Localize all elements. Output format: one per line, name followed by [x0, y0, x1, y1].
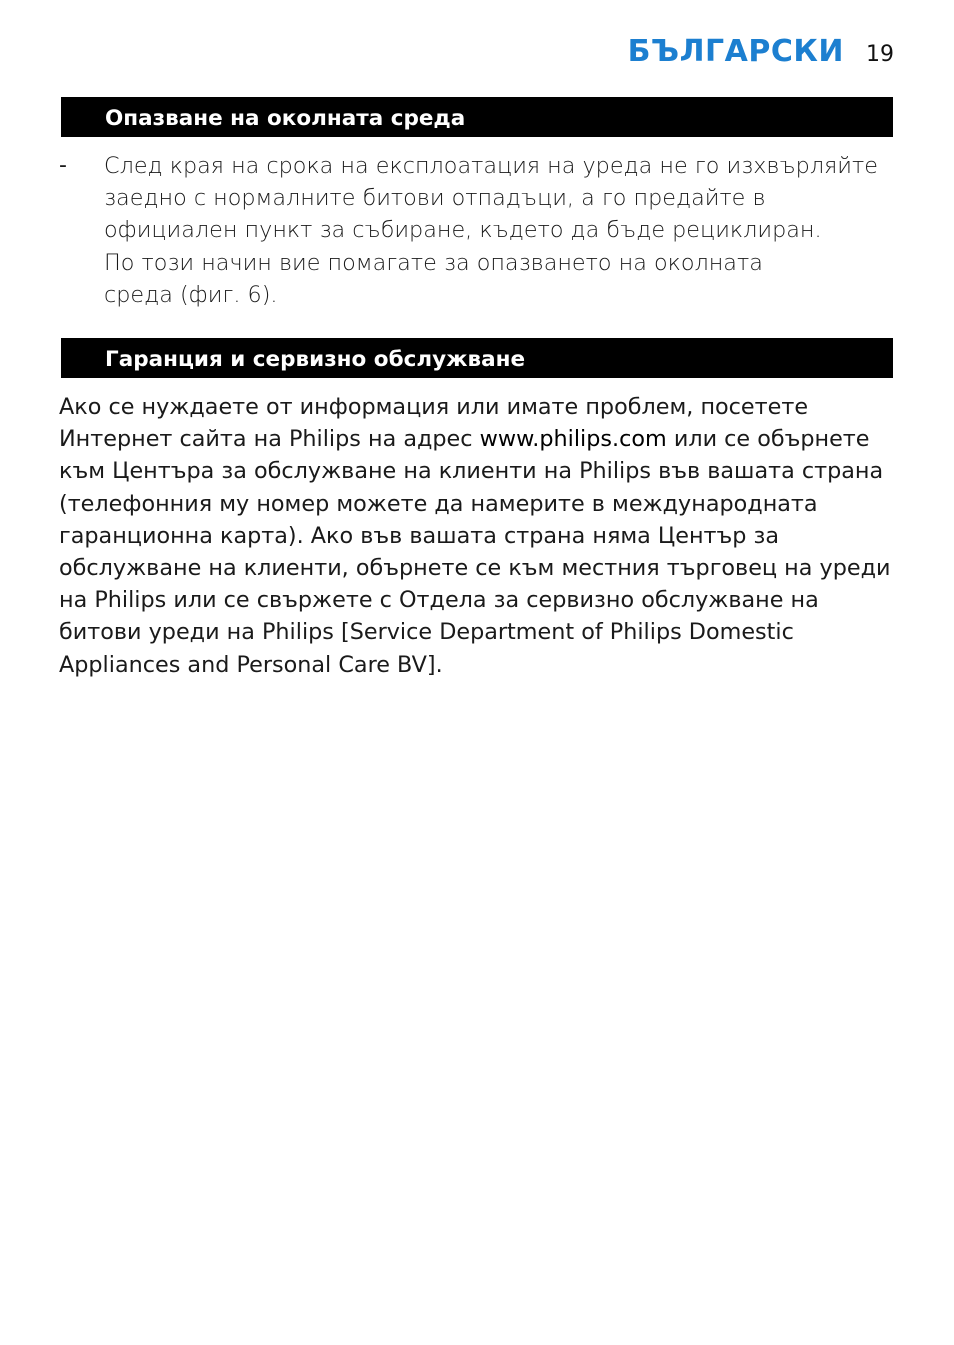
bullet-dash: -: [59, 153, 67, 178]
text-line: Appliances and Personal Care BV].: [59, 651, 443, 678]
environment-text: [104, 150, 899, 311]
text-line: към Центъра за обслужване на клиенти на Philips във вашата страна: [59, 458, 884, 485]
text-line: гаранционна карта). Ако във вашата страна няма Център за: [59, 522, 780, 549]
language-title: БЪЛГАРСКИ: [627, 34, 844, 69]
page-number: 19: [866, 42, 894, 67]
text-line: на Philips или се свържете с Отдела за сервизно обслужване на: [59, 587, 819, 614]
environment-bullet-item: [59, 150, 899, 311]
page-header: [628, 34, 894, 69]
text-fragment: или се обърнете: [666, 426, 870, 453]
text-line: обслужване на клиенти, обърнете се към местния търговец на уреди: [59, 555, 891, 582]
text-line: Ако се нуждаете от информация или имате проблем, посетете: [59, 394, 809, 420]
philips-website-link[interactable]: www.philips.com: [479, 426, 667, 453]
text-line: По този начин вие помагате за опазването на околната: [104, 249, 763, 276]
text-line: битови уреди на Philips [Service Department of Philips Domestic: [59, 619, 794, 646]
section-heading-environment: Опазване на околната среда: [61, 97, 893, 137]
text-fragment: Интернет сайта на Philips на адрес: [59, 426, 480, 453]
text-line: среда (фиг. 6).: [104, 281, 278, 308]
text-line-with-link: [59, 423, 904, 455]
text-line: (телефонния му номер можете да намерите в международната: [59, 490, 818, 517]
text-line: След края на срока на експлоатация на уреда не го изхвърляйте: [104, 153, 878, 179]
section-heading-guarantee: Гаранция и сервизно обслужване: [61, 338, 893, 378]
text-line: официален пункт за събиране, където да бъде рециклиран.: [104, 217, 822, 244]
text-line: заедно с нормалните битови отпадъци, а го предайте в: [104, 185, 766, 212]
guarantee-paragraph: [59, 391, 904, 681]
